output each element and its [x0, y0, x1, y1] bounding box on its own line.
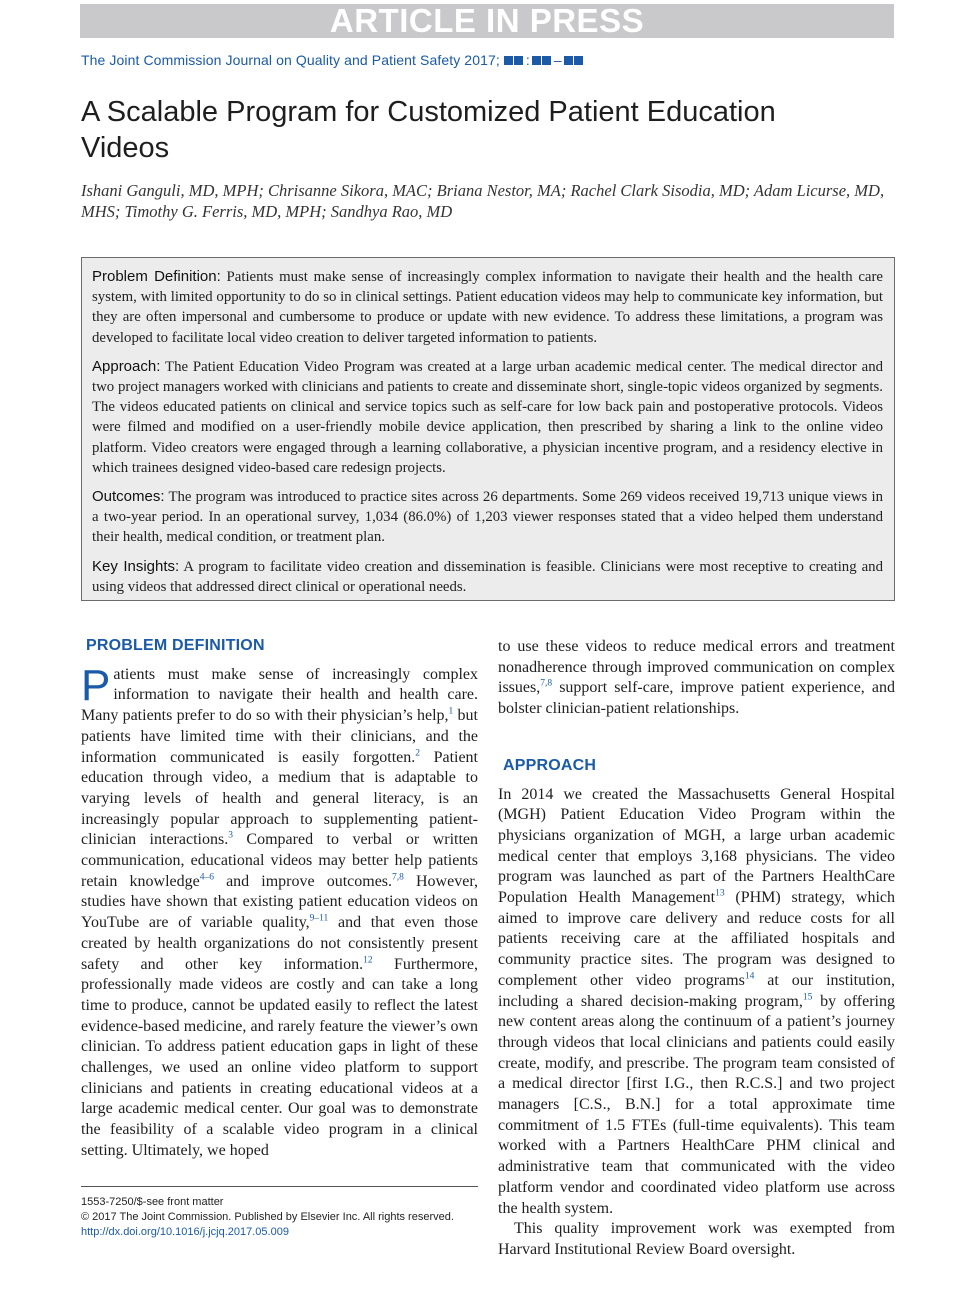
reference-link[interactable]: 15	[802, 992, 813, 1003]
article-title: A Scalable Program for Customized Patient Education Videos	[81, 96, 776, 164]
article-in-press-banner: ARTICLE IN PRESS	[80, 4, 894, 38]
reference-link[interactable]: 7,8	[540, 679, 553, 690]
abstract-label: Key Insights:	[92, 557, 180, 575]
body-text: Furthermore, professionally made videos are costly and can take a long time to produce, cannot be updated easily to reflect the latest evidence-based medicine, and rarely feature the viewer’s own clinician. To address patient education gaps in light of these challenges, we used an online video platform to support clinicians and patients in creating educational videos at a large academic medical center. Our goal was to demonstrate the feasibility of a scalable video program in a clinical setting. Ultimately, we hoped	[81, 955, 478, 1159]
body-text: to use these videos to reduce medical errors and treatment nonadherence through improved communication on complex issues,	[498, 638, 895, 697]
placeholder-square	[532, 56, 541, 65]
drop-cap: P	[81, 660, 111, 710]
journal-name: The Joint Commission Journal on Quality and Patient Safety 2017;	[81, 52, 500, 68]
problem-paragraph	[81, 660, 479, 1162]
abstract-text: The Patient Education Video Program was created at a large urban academic medical center. The medical director and two project managers worked with clinicians and patients to create and disseminate short, single-topic videos organized by segments. The videos educated patients on clinical and service topics such as self-care for low back pain and postoperative protocols. Videos were filmed and modified on a user-friendly mobile device application, then prescribed by sharing a link to the online video platform. Video creators were engaged through a learning collaborative, a physician incentive program, and a residency elective in which trainees designed video-based care redesign projects.	[92, 358, 883, 476]
abstract-approach	[92, 357, 883, 478]
abstract-text: A program to facilitate video creation and dissemination is feasible. Clinicians were most receptive to creating and using videos that addressed direct clinical or operational needs.	[92, 558, 883, 595]
reference-link[interactable]: 14	[744, 971, 755, 982]
section-heading-approach: APPROACH	[503, 756, 597, 774]
reference-link[interactable]: 1	[448, 706, 454, 717]
copyright-line: © 2017 The Joint Commission. Published by Elsevier Inc. All rights reserved.	[81, 1211, 454, 1223]
body-text: at our institution, including a shared decision-making program,	[498, 971, 895, 1010]
body-text: by offering new content areas along the continuum of a patient’s journey through videos that local clinicians and patients could easily create, modify, and prescribe. The program team consisted of a medical director [first I.G., then R.C.S.] and two project managers [C.S., B.N.] for a total approximate time commitment of 1.5 FTEs (full-time equivalents). This team worked with a Partners HealthCare PHM clinical and administrative team that communicated with the video platform vendor and coordinated video platform use across the health system.	[498, 992, 896, 1217]
body-text: Patient education through video, a medium that is adaptable to varying levels of health and general literacy, is an increasingly popular approach to supplementing patient-clinician interactions.	[81, 748, 478, 849]
body-text: and improve outcomes.	[213, 872, 393, 890]
section-heading-problem-definition: PROBLEM DEFINITION	[86, 637, 265, 654]
reference-link[interactable]: 4–6	[199, 872, 214, 883]
abstract-text: The program was introduced to practice sites across 26 departments. Some 269 videos received 19,713 unique views in a two-year period. In an operational survey, 1,034 (86.0%) of 1,203 viewer responses stated that a video helped them understand their health, medical condition, or treatment plan.	[92, 489, 883, 546]
body-text: support self-care, improve patient experience, and bolster clinician-patient relationships.	[498, 679, 895, 718]
abstract-label: Outcomes:	[92, 488, 165, 506]
abstract-outcomes	[92, 487, 883, 548]
abstract-key-insights	[92, 557, 883, 597]
body-text: (PHM) strategy, which aimed to improve care delivery and reduce costs for all patients receiving care at the affiliated hospitals and community practice sites. The program was designed to complement other video programs	[498, 889, 896, 989]
abstract-text: Patients must make sense of increasingly complex information to navigate their health and the health care system, with limited opportunity to do so in clinical settings. Patient education videos may help to communicate key information, but they are often impersonal and cumbersome to produce or update with new evidence. To address these limitations, a program was developed to facilitate local video creation to deliver targeted information to patients.	[92, 269, 883, 346]
abstract-label: Problem Definition:	[92, 268, 221, 285]
citation-dash: –	[553, 52, 562, 68]
journal-citation	[81, 52, 584, 68]
issn-line: 1553-7250/$-see front matter	[81, 1196, 224, 1208]
body-text: but patients have limited time with their clinicians, and the information communicated is easily forgotten.	[81, 707, 478, 766]
body-text: atients must make sense of increasingly complex information to navigate their health and health care. Many patients prefer to do so with their physician’s help,	[81, 665, 478, 725]
right-column	[498, 637, 895, 1261]
left-column	[81, 636, 478, 1162]
approach-paragraph	[498, 785, 895, 1220]
footer-divider	[81, 1186, 478, 1187]
placeholder-square	[564, 56, 573, 65]
abstract-box	[81, 257, 895, 601]
reference-link[interactable]: 2	[415, 748, 421, 759]
placeholder-square	[514, 56, 523, 65]
reference-link[interactable]: 7,8	[392, 872, 404, 883]
author-list: Ishani Ganguli, MD, MPH; Chrisanne Sikora, MAC; Briana Nestor, MA; Rachel Clark Sisodia, MD; Adam Licurse, MD, MHS; Timothy G. Ferris, MD, MPH; Sandhya Rao, MD	[81, 181, 885, 221]
abstract-problem	[92, 267, 883, 348]
placeholder-square	[574, 56, 583, 65]
footer	[81, 1195, 501, 1240]
citation-colon: :	[525, 52, 530, 68]
approach-paragraph-irb: This quality improvement work was exempted from Harvard Institutional Review Board oversight.	[498, 1220, 895, 1258]
body-text: In 2014 we created the Massachusetts General Hospital (MGH) Patient Education Video Program within the physicians organization of MGH, a large urban academic medical center that employs 3,168 physicians. The video program was launched as part of the Partners HealthCare Population Health Management	[498, 785, 895, 907]
continued-paragraph	[498, 637, 895, 720]
placeholder-square	[542, 56, 551, 65]
body-text: Compared to verbal or written communication, educational videos may better help patients retain knowledge	[81, 831, 479, 890]
placeholder-square	[504, 56, 513, 65]
doi-link[interactable]: http://dx.doi.org/10.1016/j.jcjq.2017.05.009	[81, 1226, 289, 1238]
reference-link[interactable]: 12	[363, 955, 373, 966]
body-text: and that even those created by health organizations do not consistently present safety and other key information.	[81, 914, 478, 973]
reference-link[interactable]: 13	[715, 888, 725, 899]
reference-link[interactable]: 9–11	[309, 913, 329, 924]
body-text: However, studies have shown that existing patient education videos on YouTube are of variable quality,	[81, 872, 479, 932]
reference-link[interactable]: 3	[228, 831, 233, 841]
abstract-label: Approach:	[92, 357, 161, 375]
